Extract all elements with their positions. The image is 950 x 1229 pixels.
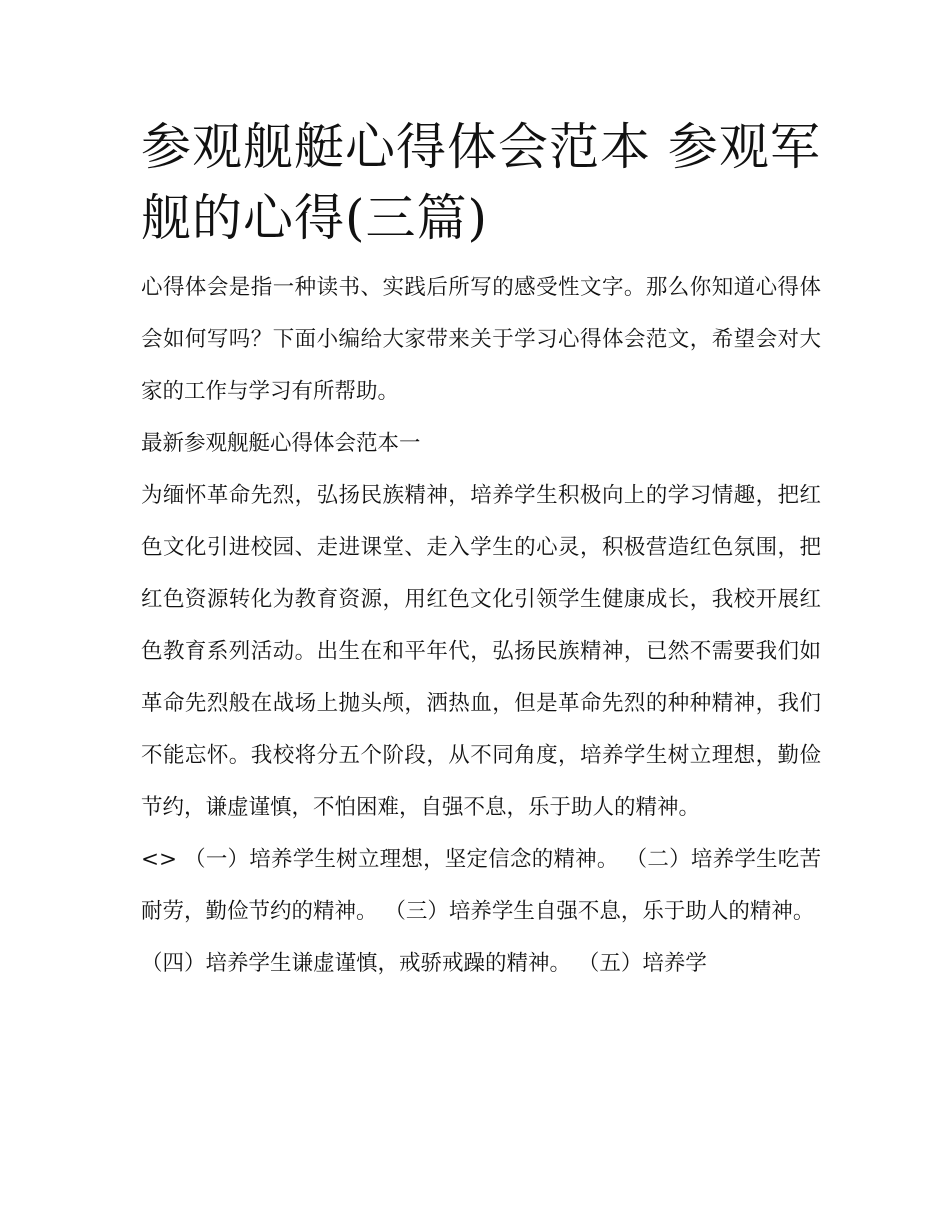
intro-paragraph: 心得体会是指一种读书、实践后所写的感受性文字。那么你知道心得体会如何写吗？下面小编给大家带来关于学习心得体会范文，希望会对大家的工作与学习有所帮助。	[141, 275, 821, 404]
document-page	[141, 112, 821, 990]
document-title: 参观舰艇心得体会范本 参观军舰的心得(三篇)	[141, 118, 821, 247]
section-heading: 最新参观舰艇心得体会范本一	[141, 431, 421, 456]
body-paragraph: 为缅怀革命先烈，弘扬民族精神，培养学生积极向上的学习情趣，把红色文化引进校园、走进课堂、走入学生的心灵，积极营造红色氛围，把红色资源转化为教育资源，用红色文化引领学生健康成长，我校开展红色教育系列活动。出生在和平年代，弘扬民族精神，已然不需要我们如革命先烈般在战场上抛头颅，洒热血，但是革命先烈的种种精神，我们不能忘怀。我校将分五个阶段，从不同角度，培养学生树立理想，勤俭节约，谦虚谨慎，不怕困难，自强不息，乐于助人的精神。	[141, 483, 821, 820]
last-line: （四）培养学生谦虚谨慎，戒骄戒躁的精神。 （五）培养学	[141, 951, 707, 976]
list-block: <> （一）培养学生树立理想，坚定信念的精神。 （二）培养学生吃苦耐劳，勤俭节约的精神。 （三）培养学生自强不息，乐于助人的精神。	[141, 847, 821, 924]
